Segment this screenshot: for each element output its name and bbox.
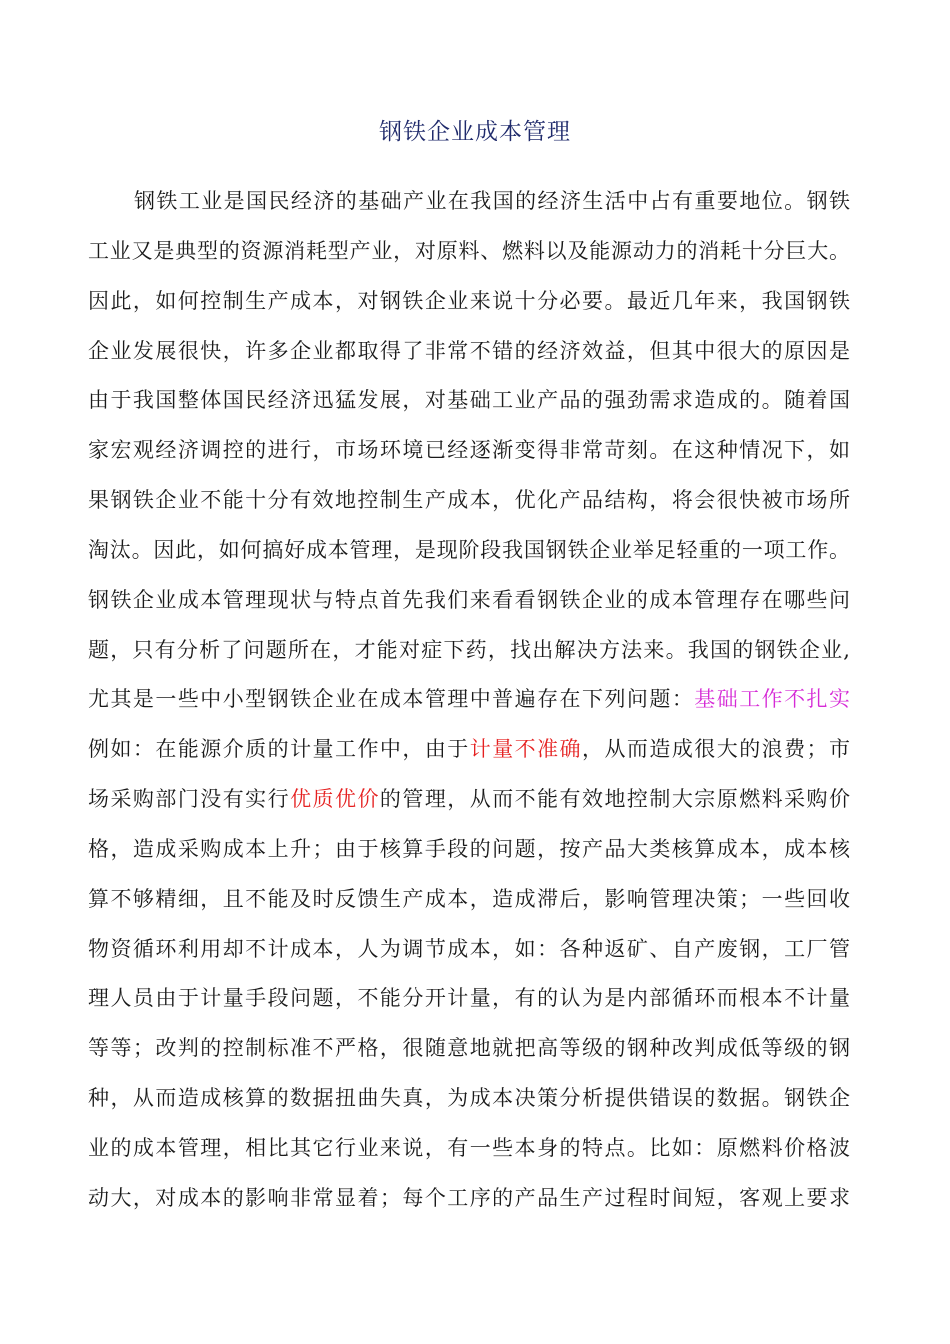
text-segment: 工业又是典型的资源消耗型产业，对原料、燃料以及能源动力的消耗十分巨大。 [88, 239, 850, 263]
text-segment: 的管理，从而不能有效地控制大宗原燃料采购价 [379, 787, 851, 811]
body-line [88, 1133, 850, 1163]
body-line [88, 1033, 850, 1063]
text-segment: 等等；改判的控制标准不严格，很随意地就把高等级的钢种改判成低等级的钢 [88, 1036, 850, 1060]
body-line [88, 385, 850, 415]
text-segment: 淘汰。因此，如何搞好成本管理，是现阶段我国钢铁企业举足轻重的一项工作。 [88, 538, 850, 562]
text-segment: 钢铁企业成本管理现状与特点首先我们来看看钢铁企业的成本管理存在哪些问 [88, 588, 850, 612]
body-line [88, 934, 850, 964]
text-segment: 因此，如何控制生产成本，对钢铁企业来说十分必要。最近几年来，我国钢铁 [88, 289, 850, 313]
body-line [88, 1083, 850, 1113]
text-segment: 业的成本管理，相比其它行业来说，有一些本身的特点。比如：原燃料价格波 [88, 1136, 850, 1160]
body-line [134, 186, 850, 216]
body-line [88, 435, 850, 465]
body-line [88, 684, 850, 714]
highlighted-phrase: 优质优价 [290, 787, 380, 811]
text-segment: 物资循环利用却不计成本，人为调节成本，如：各种返矿、自产废钢，工厂管 [88, 937, 850, 961]
text-segment: 家宏观经济调控的进行，市场环境已经逐渐变得非常苛刻。在这种情况下，如 [88, 438, 850, 462]
text-segment: 种，从而造成核算的数据扭曲失真，为成本决策分析提供错误的数据。钢铁企 [88, 1086, 850, 1110]
document-title: 钢铁企业成本管理 [379, 119, 571, 145]
text-segment: 果钢铁企业不能十分有效地控制生产成本，优化产品结构，将会很快被市场所 [88, 488, 850, 512]
body-line [88, 585, 850, 615]
body-line [88, 286, 850, 316]
text-segment: 企业发展很快，许多企业都取得了非常不错的经济效益，但其中很大的原因是 [88, 339, 850, 363]
text-segment: 由于我国整体国民经济迅猛发展，对基础工业产品的强劲需求造成的。随着国 [88, 388, 850, 412]
body-line [88, 1183, 850, 1213]
text-segment: 算不够精细，且不能及时反馈生产成本，造成滞后，影响管理决策；一些回收 [88, 887, 850, 911]
highlighted-phrase: 基础工作不扎实 [694, 687, 851, 711]
body-line [88, 734, 850, 764]
text-segment: 动大，对成本的影响非常显着；每个工序的产品生产过程时间短，客观上要求 [88, 1186, 850, 1210]
text-segment: 场采购部门没有实行 [88, 787, 291, 811]
text-segment: ，从而造成很大的浪费；市 [582, 737, 851, 761]
body-line [88, 983, 850, 1013]
body-line [88, 884, 850, 914]
text-segment: 例如：在能源介质的计量工作中，由于 [88, 737, 470, 761]
body-line [88, 336, 850, 366]
text-segment: 钢铁工业是国民经济的基础产业在我国的经济生活中占有重要地位。钢铁 [134, 189, 850, 213]
text-segment: 尤其是一些中小型钢铁企业在成本管理中普遍存在下列问题： [88, 687, 695, 711]
highlighted-phrase: 计量不准确 [469, 737, 583, 761]
body-line [88, 236, 850, 266]
body-line [88, 485, 850, 515]
body-line [88, 834, 850, 864]
body-line [88, 535, 850, 565]
body-line [88, 784, 850, 814]
text-segment: 题，只有分析了问题所在，才能对症下药，找出解决方法来。我国的钢铁企业, [88, 638, 850, 662]
text-segment: 格，造成采购成本上升；由于核算手段的问题，按产品大类核算成本，成本核 [88, 837, 850, 861]
body-line [88, 635, 850, 665]
text-segment: 理人员由于计量手段问题，不能分开计量，有的认为是内部循环而根本不计量 [88, 986, 850, 1010]
